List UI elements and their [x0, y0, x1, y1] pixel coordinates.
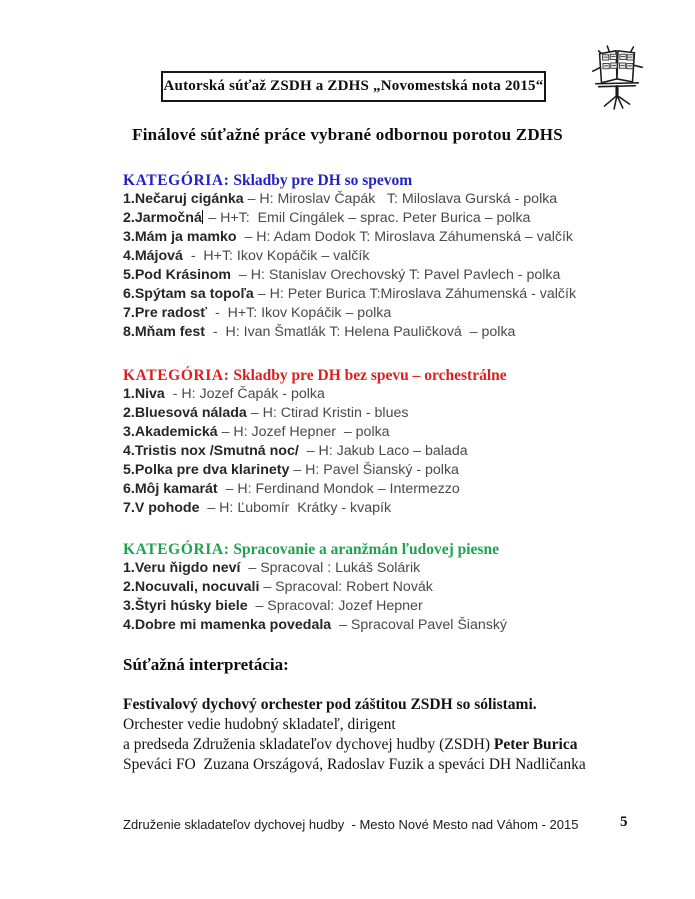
category-heading	[123, 540, 583, 559]
paragraph-bold-text: Festivalový dychový orchester pod záštitou ZSDH so sólistami.	[123, 696, 537, 713]
category-name: Skladby pre DH bez spevu – orchestrálne	[229, 367, 507, 384]
category-label: KATEGÓRIA:	[123, 367, 230, 384]
song-item	[123, 480, 583, 499]
song-item	[123, 559, 583, 578]
page-number: 5	[620, 814, 628, 830]
song-credits: - H: Ivan Šmatlák T: Helena Pauličková – polka	[205, 324, 516, 340]
interpretation-paragraph	[123, 695, 586, 775]
song-credits: – Spracoval Pavel Šianský	[331, 617, 508, 633]
song-item	[123, 323, 583, 342]
song-credits: – H: Ferdinand Mondok – Intermezzo	[217, 481, 460, 497]
paragraph-line: Orchester vedie hudobný skladateľ, dirigent	[123, 716, 396, 733]
song-title: 2.Nocuvali, nocuvali	[123, 579, 260, 595]
song-item	[123, 385, 583, 404]
song-credits: - H: Jozef Čapák - polka	[164, 386, 325, 402]
category-name: Spracovanie a aranžmán ľudovej piesne	[229, 541, 499, 558]
song-item	[123, 285, 583, 304]
song-title: 5.Pod Krásinom	[123, 267, 232, 283]
song-credits: - H+T: Ikov Kopáčik – polka	[207, 305, 392, 321]
paragraph-line: Speváci FO Zuzana Országová, Radoslav Fuzik a speváci DH Nadličanka	[123, 756, 586, 773]
song-item	[123, 190, 583, 209]
song-item	[123, 578, 583, 597]
music-stand-icon	[586, 42, 648, 112]
song-title: 2.Jarmočná	[123, 210, 202, 226]
song-title: 4.Dobre mi mamenka povedala	[123, 617, 332, 633]
song-item	[123, 616, 583, 635]
song-title: 3.Mám ja mamko	[123, 229, 237, 245]
song-title: 4.Májová	[123, 248, 183, 264]
song-item	[123, 499, 583, 518]
category-section-3	[123, 540, 583, 635]
song-item	[123, 266, 583, 285]
paragraph-bold-text: Peter Burica	[493, 736, 578, 753]
song-title: 8.Mňam fest	[123, 324, 205, 340]
song-credits: – H: Jakub Laco – balada	[298, 443, 468, 459]
song-title: 3.Štyri húsky biele	[123, 598, 248, 614]
interpretation-heading: Súťažná interpretácia:	[123, 655, 289, 674]
song-item	[123, 304, 583, 323]
song-title: 6.Spýtam sa topoľa	[123, 286, 254, 302]
paragraph-text: a predseda Združenia skladateľov dychovej hudby (ZSDH)	[123, 736, 494, 753]
category-name: Skladby pre DH so spevom	[229, 172, 413, 189]
song-title: 7.V pohode	[123, 500, 200, 516]
song-title: 6.Môj kamarát	[123, 481, 218, 497]
song-item	[123, 597, 583, 616]
song-item	[123, 404, 583, 423]
category-label: KATEGÓRIA:	[123, 172, 230, 189]
song-credits: – H: Adam Dodok T: Miroslava Záhumenská – valčík	[236, 229, 574, 245]
paragraph-line	[123, 695, 583, 715]
song-credits: - H+T: Ikov Kopáčik – valčík	[182, 248, 370, 264]
song-credits: – Spracoval: Robert Novák	[259, 579, 433, 595]
category-section-1	[123, 171, 583, 342]
category-section-2	[123, 366, 583, 518]
song-credits: – H: Pavel Šianský - polka	[289, 462, 459, 478]
song-credits: – H: Ctirad Kristin - blues	[246, 405, 409, 421]
song-item	[123, 228, 583, 247]
document-text-area[interactable]	[123, 171, 586, 775]
page-title: Finálové súťažné práce vybrané odbornou porotou ZDHS	[132, 125, 563, 144]
song-credits: – H: Jozef Hepner – polka	[217, 424, 390, 440]
song-item	[123, 442, 583, 461]
song-title: 4.Tristis nox /Smutná noc/	[123, 443, 299, 459]
song-credits: – H: Stanislav Orechovský T: Pavel Pavlech - polka	[231, 267, 561, 283]
song-credits: – Spracoval : Lukáš Solárik	[240, 560, 421, 576]
song-credits: – H+T: Emil Cingálek – sprac. Peter Burica – polka	[204, 210, 531, 226]
song-title: 1.Nečaruj cigánka	[123, 191, 244, 207]
song-title: 3.Akademická	[123, 424, 218, 440]
song-credits: – H: Peter Burica T:Miroslava Záhumenská - valčík	[253, 286, 577, 302]
song-credits: – H: Ľubomír Krátky - kvapík	[199, 500, 392, 516]
song-item	[123, 423, 583, 442]
song-item	[123, 209, 583, 228]
header-box	[161, 71, 546, 102]
song-title: 1.Niva	[123, 386, 165, 402]
header-box-text: Autorská súťaž ZSDH a ZDHS „Novomestská nota 2015“	[163, 78, 544, 94]
song-title: 5.Polka pre dva klarinety	[123, 462, 290, 478]
category-label: KATEGÓRIA:	[123, 541, 230, 558]
song-title: 2.Bluesová nálada	[123, 405, 247, 421]
song-title: 1.Veru ňigdo neví	[123, 560, 241, 576]
song-item	[123, 461, 583, 480]
song-credits: – H: Miroslav Čapák T: Miloslava Gurská - polka	[243, 191, 558, 207]
category-heading	[123, 171, 583, 190]
category-heading	[123, 366, 583, 385]
song-title: 7.Pre radosť	[123, 305, 208, 321]
song-item	[123, 247, 583, 266]
paragraph-line	[123, 735, 583, 755]
song-credits: – Spracoval: Jozef Hepner	[247, 598, 423, 614]
footer-text: Združenie skladateľov dychovej hudby - Mesto Nové Mesto nad Váhom - 2015	[123, 817, 579, 832]
